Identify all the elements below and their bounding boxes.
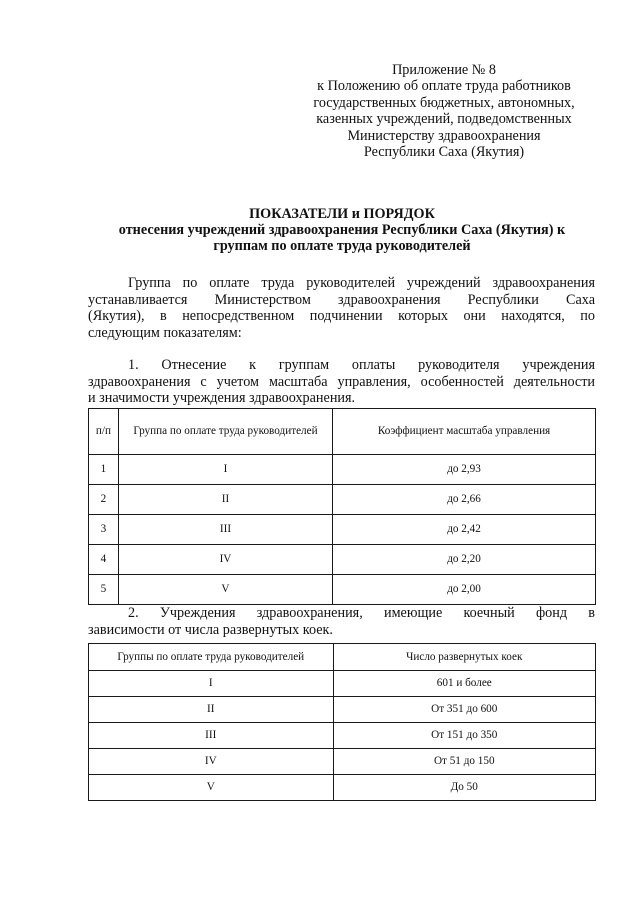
row-group: II [118,485,332,515]
row-beds: От 151 до 350 [333,723,595,749]
row-number: 4 [89,545,119,575]
row-group: I [118,455,332,485]
row-coefficient: до 2,20 [333,545,596,575]
row-number: 2 [89,485,119,515]
row-number: 3 [89,515,119,545]
bed-capacity-table [88,643,596,801]
row-group: V [89,775,334,801]
table-row [89,515,596,545]
management-scale-table [88,408,596,605]
section-2-paragraph [88,605,595,638]
row-group: II [89,697,334,723]
row-group: IV [118,545,332,575]
section-1-paragraph [88,357,595,407]
intro-line: следующим показателям: [88,324,242,341]
annex-header [296,62,592,160]
table-row [89,775,596,801]
row-coefficient: до 2,66 [333,485,596,515]
row-beds: 601 и более [333,671,595,697]
row-group: III [118,515,332,545]
intro-line: Группа по оплате труда руководителей учреждений здравоохранения [128,275,595,291]
row-group: IV [89,749,334,775]
table-row [89,575,596,605]
table-header-row [89,409,596,455]
title-line-1: ПОКАЗАТЕЛИ и ПОРЯДОК [249,206,435,222]
annex-line: государственных бюджетных, автономных, [313,94,575,111]
row-coefficient: до 2,93 [333,455,596,485]
annex-line: Министерству здравоохранения [347,127,541,144]
row-group: III [89,723,334,749]
annex-line: к Положению об оплате труда работников [317,78,571,95]
annex-line: казенных учреждений, подведомственных [316,111,572,128]
row-group: V [118,575,332,605]
header-cell-group: Группы по оплате труда руководителей [89,644,334,671]
annex-line: Приложение № 8 [392,62,496,78]
table-row [89,723,596,749]
table-header-row [89,644,596,671]
row-beds: До 50 [333,775,595,801]
header-cell-beds: Число развернутых коек [333,644,595,671]
table-row [89,749,596,775]
section-2-line: 2. Учреждения здравоохранения, имеющие коечный фонд в [128,605,595,621]
row-number: 5 [89,575,119,605]
table-row [89,455,596,485]
title-line-3: группам по оплате труда руководителей [213,238,471,254]
title-line-2: отнесения учреждений здравоохранения Республики Саха (Якутия) к [118,222,566,238]
table-row [89,671,596,697]
section-1-line: здравоохранения с учетом масштаба управления, особенностей деятельности [88,373,595,390]
document-title [88,206,596,254]
row-number: 1 [89,455,119,485]
row-beds: От 51 до 150 [333,749,595,775]
row-beds: От 351 до 600 [333,697,595,723]
row-coefficient: до 2,42 [333,515,596,545]
row-coefficient: до 2,00 [333,575,596,605]
row-group: I [89,671,334,697]
annex-line: Республики Саха (Якутия) [363,144,525,161]
table-row [89,545,596,575]
table-row [89,485,596,515]
header-cell-coefficient: Коэффициент масштаба управления [333,409,596,455]
table-row [89,697,596,723]
header-cell-number: п/п [89,409,119,455]
header-cell-group: Группа по оплате труда руководителей [118,409,332,455]
intro-paragraph [88,275,595,341]
section-2-line: зависимости от числа развернутых коек. [88,621,333,638]
section-1-line: и значимости учреждения здравоохранения. [88,390,356,407]
section-1-line: 1. Отнесение к группам оплаты руководителя учреждения [128,357,595,373]
intro-line: устанавливается Министерством здравоохранения Республики Саха [88,291,595,308]
intro-line: (Якутия), в непосредственном подчинении которых они находятся, по [88,308,595,325]
